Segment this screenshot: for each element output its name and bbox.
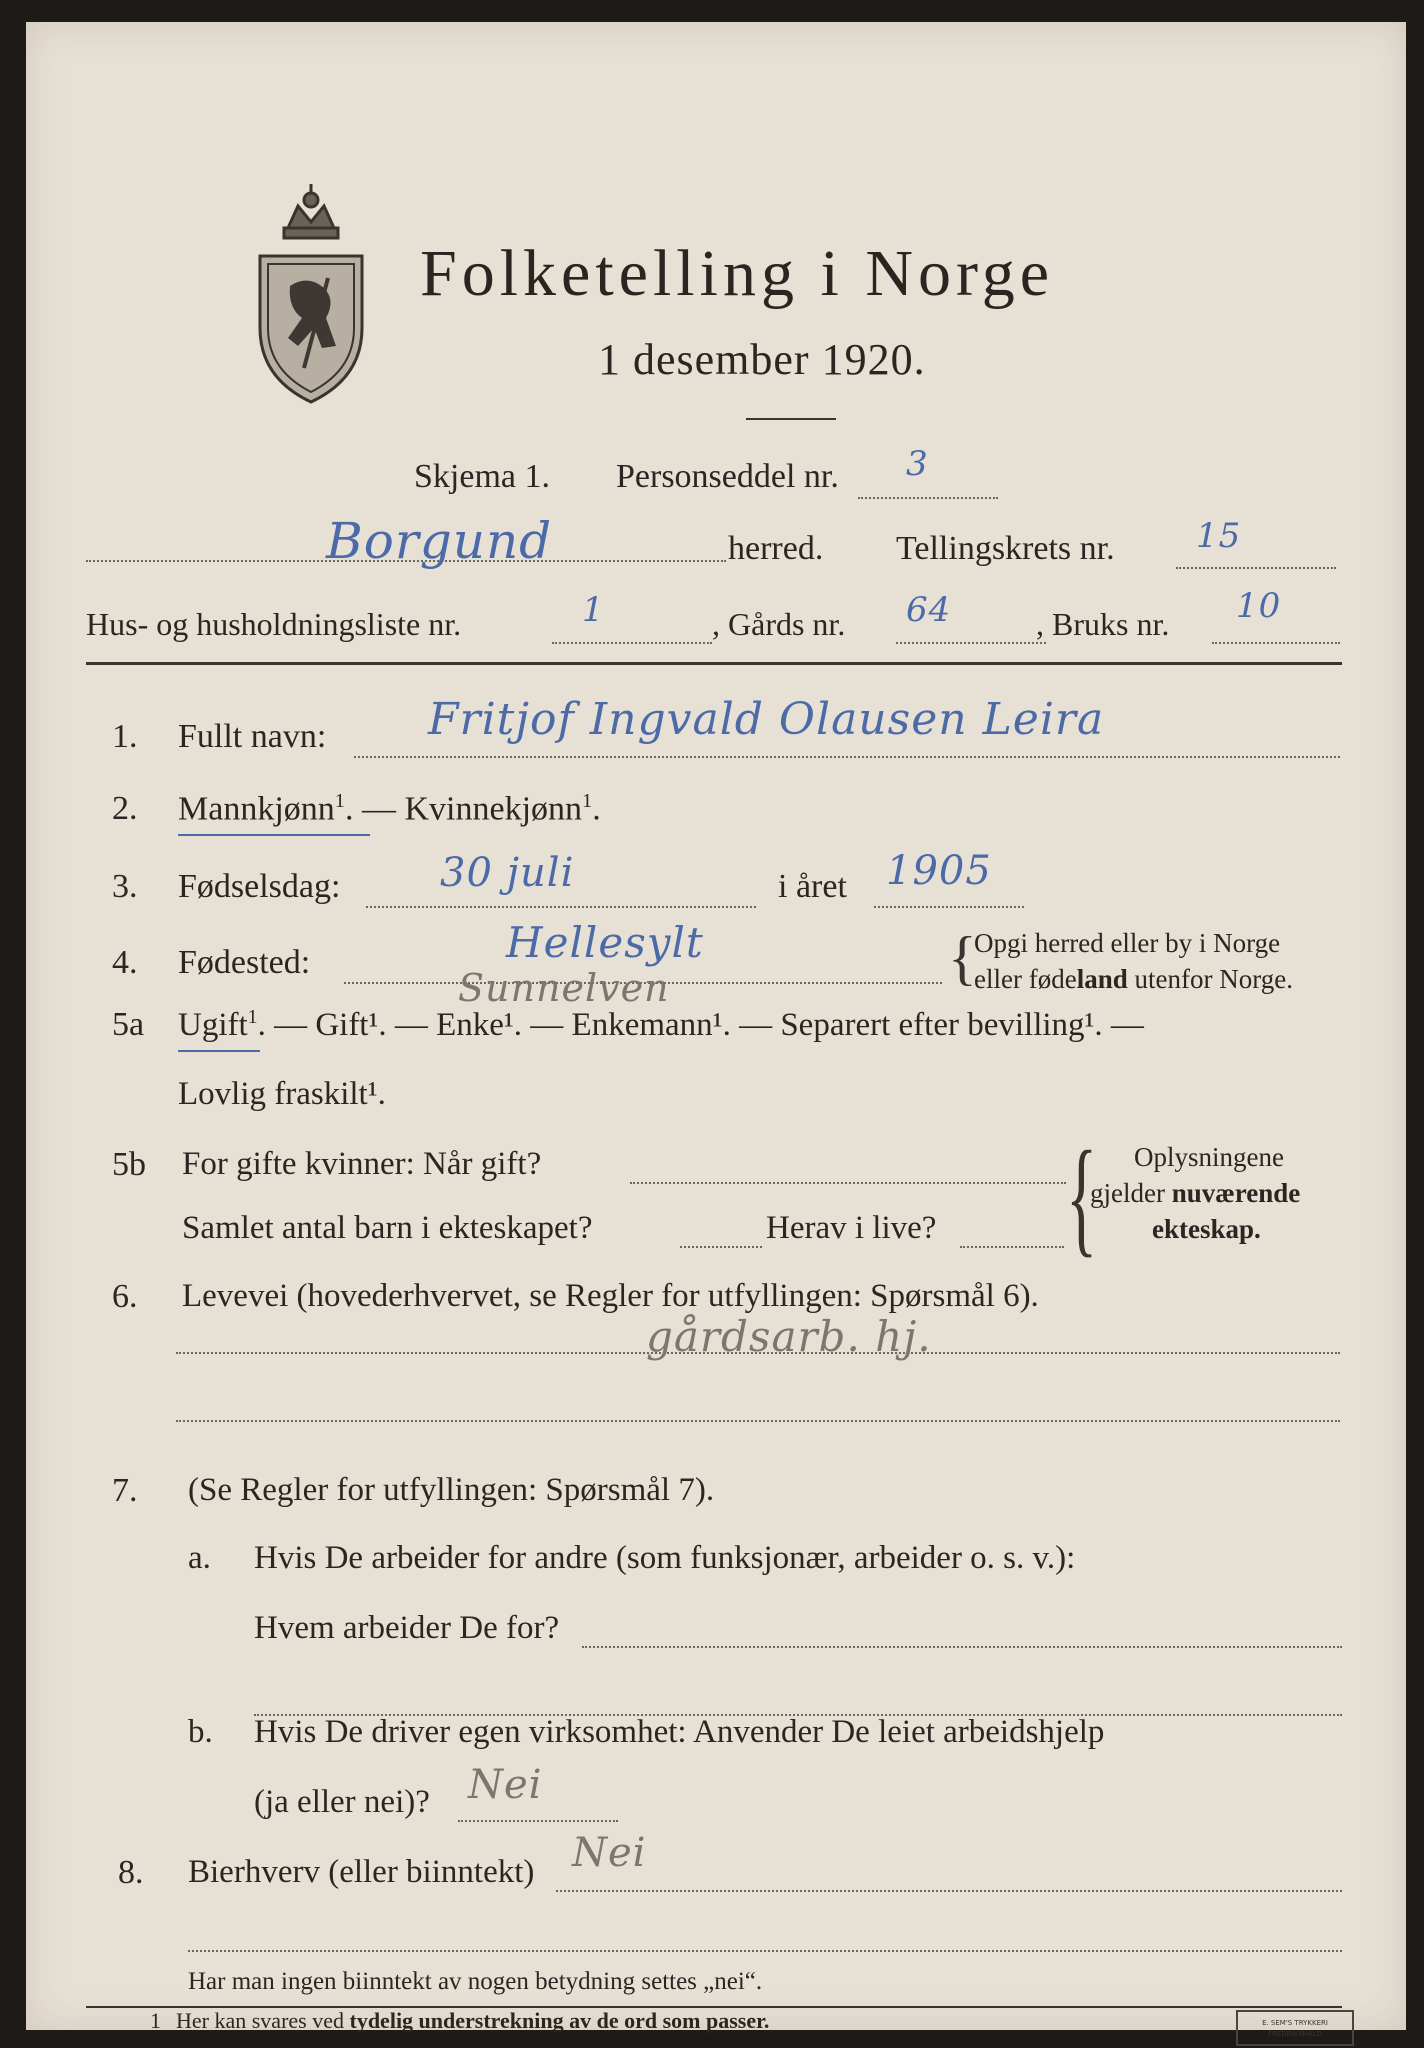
q8-value[interactable]: Nei (572, 1830, 647, 1876)
q2-male-option[interactable]: Mannkjønn (178, 790, 335, 828)
personseddel-value[interactable]: 3 (906, 444, 929, 484)
gards-label: , Gårds nr. (712, 606, 846, 642)
q6-line2 (176, 1420, 1340, 1422)
q5b-children-line (680, 1246, 762, 1248)
q6-label: Levevei (hovederhvervet, se Regler for utfyllingen: Spørsmål 6). (182, 1278, 1039, 1314)
q8-line2 (188, 1950, 1342, 1952)
q3-label: Fødselsdag: (178, 868, 341, 905)
q5b-note3: ekteskap. (1152, 1214, 1261, 1244)
q7b-letter: b. (188, 1714, 213, 1750)
schema-label: Skjema 1. (414, 458, 550, 495)
q2-male-underline (178, 834, 370, 836)
tellingskrets-line (1176, 567, 1336, 569)
gards-value[interactable]: 64 (906, 590, 952, 630)
q1-line (354, 756, 1340, 758)
personseddel-label: Personseddel nr. (616, 458, 839, 495)
q2-gender-options: Mannkjønn$^1$. — Kvinnekjønn$^1$. (178, 790, 601, 828)
husliste-line (552, 642, 712, 644)
bruks-value[interactable]: 10 (1236, 586, 1282, 626)
q8-number: 8. (118, 1854, 144, 1891)
q7a-label: Hvis De arbeider for andre (som funksjonær, arbeider o. s. v.): (254, 1540, 1076, 1576)
q5b-when-married-line (630, 1182, 1066, 1184)
q5b-label1: For gifte kvinner: Når gift? (182, 1146, 542, 1182)
tellingskrets-value[interactable]: 15 (1196, 516, 1242, 556)
q4-note-line2: eller fødeland utenfor Norge. (974, 964, 1293, 994)
form-title: Folketelling i Norge (420, 237, 1055, 310)
q3-year-line (874, 906, 1024, 908)
q7-label: (Se Regler for utfyllingen: Spørsmål 7). (188, 1472, 715, 1508)
q6-occupation-value[interactable]: gårdsarb. hj. (646, 1312, 932, 1361)
q5b-label2: Samlet antal barn i ekteskapet? (182, 1210, 593, 1246)
q8-label: Bierhverv (eller biinntekt) (188, 1854, 535, 1890)
q5b-label3: Herav i live? (766, 1210, 937, 1246)
q7a-line (582, 1646, 1342, 1648)
q5a-ugift-option[interactable]: Ugift (178, 1007, 248, 1043)
q5b-note1: Oplysningene (1134, 1142, 1284, 1172)
gards-line (896, 642, 1046, 644)
q4-number: 4. (112, 944, 138, 981)
q4-note-line1: Opgi herred eller by i Norge (974, 928, 1281, 958)
q5a-line2: Lovlig fraskilt¹. (178, 1076, 386, 1112)
personseddel-line (858, 497, 998, 499)
husliste-value[interactable]: 1 (582, 590, 605, 630)
q4-birthplace-pencil-value[interactable]: Sunnelven (458, 966, 670, 1010)
q1-full-name-value[interactable]: Fritjof Ingvald Olausen Leira (428, 694, 1105, 745)
q3-date-line (366, 906, 756, 908)
q7-number: 7. (112, 1472, 138, 1509)
printer-stamp: E. SEM'S TRYKKERI FREDRIKSHALD (1236, 2010, 1354, 2046)
bruks-line (1212, 642, 1340, 644)
q4-birthplace-value[interactable]: Hellesylt (506, 918, 704, 967)
q5a-marital-options: Ugift$^1$. — Gift¹. — Enke¹. — Enkemann¹. — Separert efter bevilling¹. — (178, 1006, 1144, 1043)
q8-line (556, 1890, 1342, 1892)
norwegian-coat-of-arms-icon (248, 178, 374, 408)
q7b-line (458, 1820, 618, 1822)
q5a-number: 5a (112, 1006, 145, 1043)
q1-number: 1. (112, 718, 138, 755)
q1-label: Fullt navn: (178, 718, 327, 755)
census-date: 1 desember 1920. (598, 335, 926, 384)
header-divider (86, 662, 1342, 665)
herred-value[interactable]: Borgund (326, 512, 553, 570)
q5b-alive-line (960, 1246, 1064, 1248)
q5b-brace: { (1066, 1125, 1098, 1269)
title-divider (746, 418, 836, 420)
q5b-number: 5b (112, 1146, 146, 1183)
q4-brace: { (948, 925, 977, 991)
q7a-sub-label: Hvem arbeider De for? (254, 1610, 560, 1646)
census-form-sheet (26, 22, 1406, 2038)
q7a-letter: a. (188, 1540, 211, 1576)
q3-year-value[interactable]: 1905 (886, 848, 992, 894)
husliste-label: Hus- og husholdningsliste nr. (86, 606, 462, 642)
q3-birthday-value[interactable]: 30 juli (440, 850, 575, 896)
q2-female-option[interactable]: Kvinnekjønn (404, 790, 583, 828)
q3-number: 3. (112, 868, 138, 905)
herred-label: herred. (728, 530, 824, 567)
q5a-ugift-underline (178, 1050, 260, 1052)
q2-number: 2. (112, 790, 138, 827)
footnote-text: Her kan svares ved tydelig understrekning av de ord som passer. (176, 2008, 770, 2033)
q7b-sub-label: (ja eller nei)? (254, 1784, 430, 1820)
q7b-value[interactable]: Nei (468, 1762, 543, 1808)
q4-label: Fødested: (178, 944, 311, 981)
footnote-number: 1 (150, 2008, 161, 2033)
footer-note: Har man ingen biinntekt av nogen betydning settes „nei“. (188, 1968, 763, 1995)
tellingskrets-label: Tellingskrets nr. (896, 530, 1115, 567)
bruks-label: , Bruks nr. (1036, 606, 1170, 642)
q5b-note2: gjelder nuværende (1090, 1178, 1301, 1208)
q6-number: 6. (112, 1278, 138, 1315)
q3-year-label: i året (778, 868, 847, 905)
q7b-label: Hvis De driver egen virksomhet: Anvender De leiet arbeidshjelp (254, 1714, 1105, 1750)
